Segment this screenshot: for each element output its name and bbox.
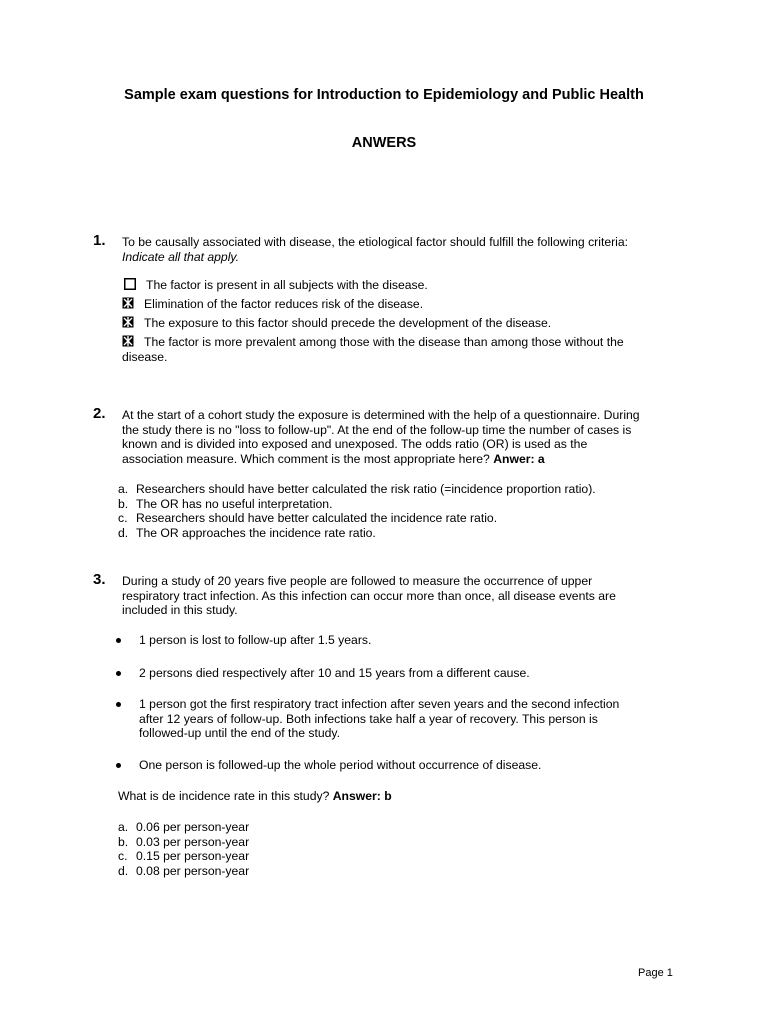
page-number: Page 1 bbox=[638, 967, 673, 979]
list-item: a. 0.06 per person-year bbox=[118, 820, 250, 834]
options-list bbox=[118, 820, 748, 878]
list-item: b. 0.03 per person-year bbox=[118, 834, 250, 849]
list-item: d. 0.08 per person-year bbox=[118, 863, 250, 878]
bullet-icon bbox=[116, 671, 121, 676]
document-title: Sample exam questions for Introduction to Epidemiology and Public Health bbox=[124, 87, 644, 103]
bullet-icon bbox=[116, 702, 121, 707]
list-item: 1 person got the first respiratory tract infection after seven years and the second infection after 12 years of follow-up. Both infections take half a year of recovery. This person is followed-up until the end of the study. bbox=[139, 697, 620, 740]
question-text: During a study of 20 years five people are followed to measure the occurrence of upper respiratory tract infection. As this infection can occur more than once, all disease events are included in this study. bbox=[122, 574, 616, 617]
question-text: To be causally associated with disease, the etiological factor should fulfill the following criteria: Indicate all that apply. bbox=[122, 235, 742, 264]
document-subtitle: ANWERS bbox=[351, 135, 417, 151]
list-item: d. The OR approaches the incidence rate ratio. bbox=[118, 525, 376, 540]
bullet-icon bbox=[116, 638, 121, 643]
question-number: 3. bbox=[93, 571, 106, 588]
answer-label: Anwer: a bbox=[493, 451, 545, 466]
empty-checkbox-icon bbox=[124, 278, 136, 290]
question-text: At the start of a cohort study the exposure is determined with the help of a questionnaire. During the study there is no "loss to follow-up". At the end of the follow-up time the number of cases is known and is divided into exposed and unexposed. The odds ratio (OR) is used as the association measure. Which comment is the most appropriate here? Anwer: a bbox=[122, 408, 640, 466]
answer-label: Answer: b bbox=[332, 789, 392, 803]
answer-option: The factor is more prevalent among those with the disease than among those without the disease. bbox=[122, 335, 624, 364]
list-item: b. The OR has no useful interpretation. bbox=[118, 496, 333, 511]
question-instruction: Indicate all that apply. bbox=[122, 249, 239, 264]
answer-option: The factor is present in all subjects with the disease. bbox=[124, 278, 744, 293]
list-item: 1 person is lost to follow-up after 1.5 years. bbox=[139, 633, 372, 647]
bullet-icon bbox=[116, 763, 121, 768]
list-item: a. Researchers should have better calculated the risk ratio (=incidence proportion ratio). bbox=[118, 482, 596, 496]
checked-checkbox-icon bbox=[122, 297, 134, 309]
question-prompt: What is de incidence rate in this study? Answer: b bbox=[118, 789, 392, 803]
list-item: c. Researchers should have better calculated the incidence rate ratio. bbox=[118, 511, 498, 525]
checked-checkbox-icon bbox=[122, 335, 134, 347]
checked-checkbox-icon bbox=[122, 316, 134, 328]
list-item: c. 0.15 per person-year bbox=[118, 849, 250, 863]
list-item: 2 persons died respectively after 10 and 15 years from a different cause. bbox=[139, 666, 530, 680]
list-item: One person is followed-up the whole period without occurrence of disease. bbox=[139, 758, 542, 772]
answer-option: The exposure to this factor should precede the development of the disease. bbox=[122, 316, 742, 331]
question-number: 2. bbox=[93, 405, 106, 422]
question-number: 1. bbox=[93, 232, 106, 249]
options-list bbox=[118, 482, 748, 540]
answer-option: Elimination of the factor reduces risk of the disease. bbox=[122, 297, 742, 312]
